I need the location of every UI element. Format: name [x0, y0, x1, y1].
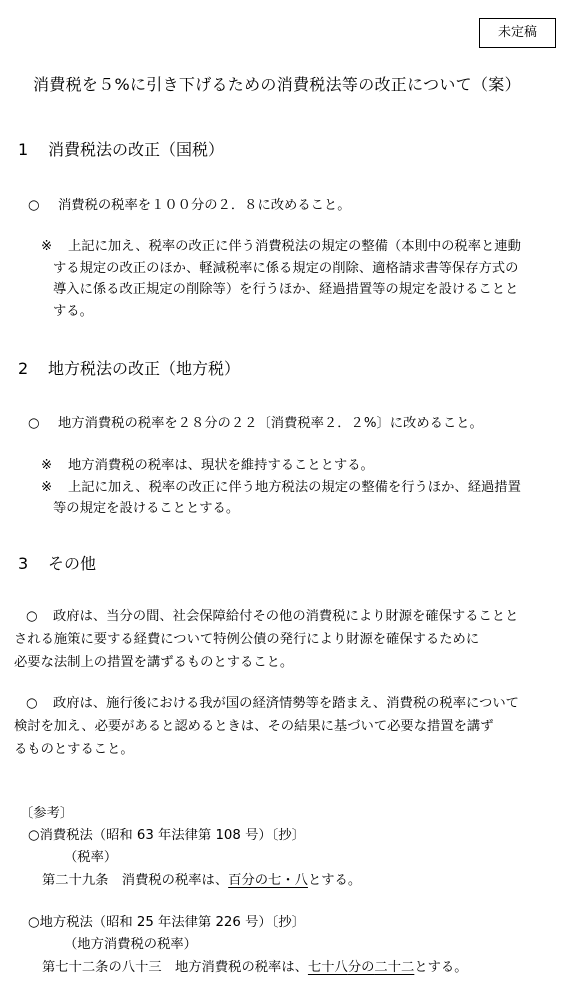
article-text: とする。 — [307, 873, 362, 888]
section-number: 2 — [18, 359, 29, 378]
section-number: 1 — [18, 140, 29, 159]
page-title: 消費税を５%に引き下げるための消費税法等の改正について（案） — [33, 75, 521, 94]
reference-law-1-caption: （税率） — [64, 850, 118, 865]
para-line: 必要な法制上の措置を講ずるものとすること。 — [14, 655, 294, 670]
article-rate-underlined: 二十二 — [374, 960, 415, 975]
article-text: とする。 — [414, 960, 468, 975]
bullet-circle-icon: ○ — [26, 609, 38, 624]
section-1-heading — [18, 137, 224, 160]
article-rate-underlined: 七十八 — [307, 960, 348, 975]
para-line: される施策に要する経費について特例公債の発行により財源を確保するために — [14, 632, 480, 647]
article-text: 第二十九条 消費税の税率は、 — [42, 873, 229, 888]
note-mark: ※ — [41, 239, 53, 254]
note-line: 等の規定を設けることとする。 — [53, 501, 240, 516]
bullet-circle-icon: ○ — [28, 198, 40, 213]
section-1-notes — [41, 236, 521, 322]
section-title: 消費税法の改正（国税） — [48, 140, 225, 159]
section-2-notes — [41, 455, 521, 520]
item-text: 消費税の税率を１００分の２．８に改めること。 — [58, 198, 351, 213]
para-line: 政府は、当分の間、社会保障給付その他の消費税により財源を確保することと — [53, 609, 519, 624]
section-title: 地方税法の改正（地方税） — [48, 359, 241, 378]
note-line: する。 — [53, 303, 93, 319]
article-rate-underlined: 百分の七・八 — [228, 873, 308, 888]
section-3-para-1 — [14, 605, 519, 674]
bullet-circle-icon: ○ — [28, 416, 40, 431]
item-text: 地方消費税の税率を２８分の２２〔消費税率２．２%〕に改めること。 — [58, 416, 483, 431]
section-2-item — [28, 412, 483, 431]
reference-law-1-article — [42, 869, 361, 888]
section-number: 3 — [18, 554, 29, 573]
note-mark: ※ — [41, 479, 53, 495]
note-line: する規定の改正のほか、軽減税率に係る規定の削除、適格請求書等保存方式の — [53, 260, 519, 276]
reference-law-2-article — [42, 956, 468, 975]
section-3-heading — [18, 551, 96, 574]
section-1-item — [28, 194, 351, 213]
reference-label: 〔参考〕 — [20, 806, 74, 821]
article-text: 第七十二条の八十三 地方消費税の税率は、 — [42, 960, 308, 975]
note-line: 導入に係る改正規定の削除等）を行うほか、経過措置等の規定を設けることと — [53, 282, 519, 297]
note-line: 上記に加え、税率の改正に伴う地方税法の規定の整備を行うほか、経過措置 — [68, 479, 521, 495]
draft-stamp: 未定稿 — [479, 18, 556, 48]
para-line: 検討を加え、必要があると認めるときは、その結果に基づいて必要な措置を講ず — [14, 719, 494, 734]
section-2-heading — [18, 356, 240, 379]
section-3-para-2 — [14, 692, 519, 761]
para-line: 政府は、施行後における我が国の経済情勢等を踏まえ、消費税の税率について — [53, 696, 519, 711]
reference-law-2-caption: （地方消費税の税率） — [64, 937, 197, 952]
para-line: るものとすること。 — [14, 742, 134, 757]
article-rate-underlined: 分の — [347, 960, 375, 975]
note-mark: ※ — [41, 458, 53, 473]
reference-law-1-name: ○消費税法（昭和 63 年法律第 108 号）〔抄〕 — [28, 828, 305, 843]
note-line: 上記に加え、税率の改正に伴う消費税法の規定の整備（本則中の税率と連動 — [68, 239, 521, 254]
bullet-circle-icon: ○ — [26, 696, 38, 711]
note-line: 地方消費税の税率は、現状を維持することとする。 — [68, 458, 374, 473]
reference-law-2-name: ○地方税法（昭和 25 年法律第 226 号）〔抄〕 — [28, 915, 305, 930]
section-title: その他 — [48, 554, 97, 573]
